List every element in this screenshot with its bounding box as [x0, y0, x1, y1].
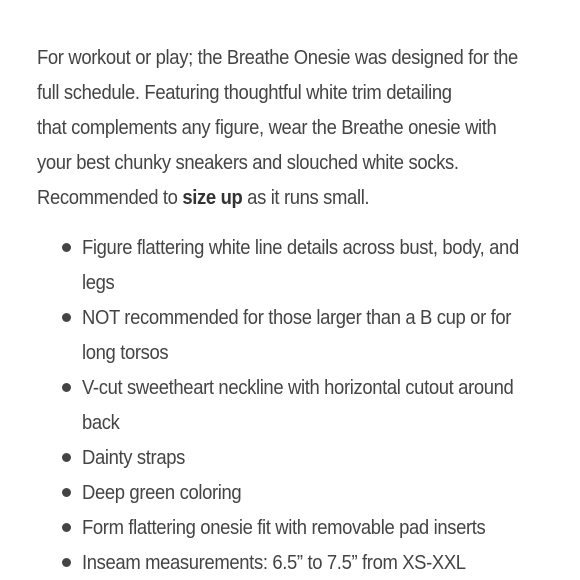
bullet-icon — [62, 243, 71, 252]
list-item — [37, 300, 557, 370]
list-item — [37, 545, 557, 580]
bullet-icon — [62, 488, 71, 497]
list-item-text: Dainty straps — [82, 446, 185, 469]
intro-paragraph — [37, 40, 541, 215]
intro-line: For workout or play; the Breathe Onesie was designed for the — [37, 46, 518, 69]
list-item — [37, 370, 557, 440]
size-up-emphasis: size up — [182, 186, 243, 209]
bullet-icon — [62, 313, 71, 322]
bullet-icon — [62, 383, 71, 392]
list-item — [37, 440, 557, 475]
bullet-icon — [62, 453, 71, 462]
list-item — [37, 230, 557, 300]
bullet-icon — [62, 523, 71, 532]
list-item — [37, 475, 557, 510]
list-item-text: Inseam measurements: 6.5” to 7.5” from XS-XXL — [82, 551, 466, 574]
intro-line: full schedule. Featuring thoughtful white trim detailing — [37, 81, 452, 104]
list-item-text: V-cut sweetheart neckline with horizontal cutout around back — [82, 376, 514, 434]
list-item-text: Form flattering onesie fit with removable pad inserts — [82, 516, 486, 539]
bullet-icon — [62, 558, 71, 567]
list-item-text: NOT recommended for those larger than a B cup or for long torsos — [82, 306, 512, 364]
list-item-text: Figure flattering white line details across bust, body, and legs — [82, 236, 519, 294]
feature-list — [37, 230, 557, 580]
intro-line: that complements any figure, wear the Breathe onesie with — [37, 116, 497, 139]
list-item-text: Deep green coloring — [82, 481, 242, 504]
product-description — [37, 40, 557, 574]
list-item — [37, 510, 557, 545]
intro-line: as it runs small. — [242, 186, 370, 209]
intro-line: your best chunky sneakers and slouched white socks. — [37, 151, 459, 174]
intro-line: Recommended to — [37, 186, 183, 209]
